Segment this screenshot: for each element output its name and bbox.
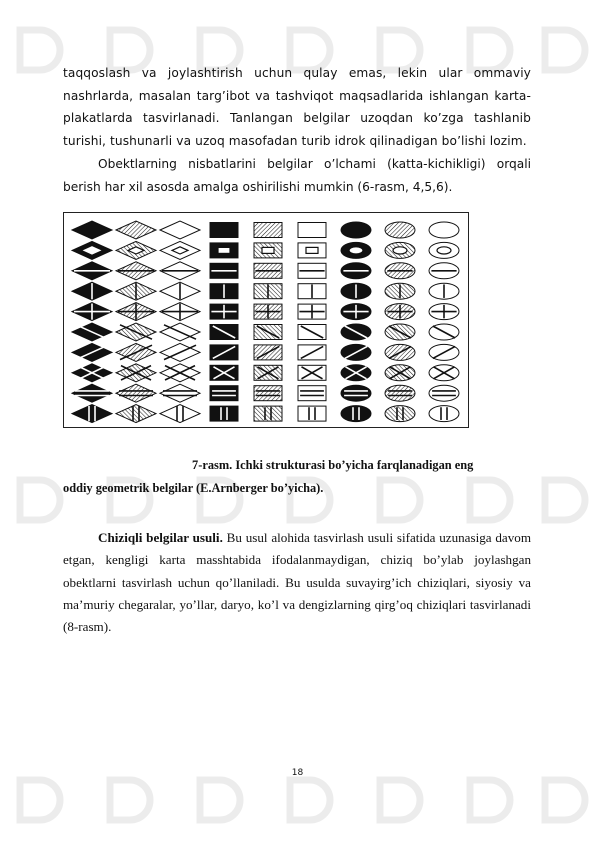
symbol-diamond-hatched-x [116,364,156,382]
symbol-diamond-solid-vbar [72,282,112,300]
paragraph-3-body: Bu usul alohida tasvirlash usuli sifatida uzunasiga davom etgan, kengligi karta masshtabida ifodalanmaydigan, chiziq bo’ylab joylashgan obektlarni tasvirlash uchun qo’llaniladi. Bu usulda suvayirg’ich chiziqlari, siyosiy va ma’muriy chegaralar, yo’llar, daryo, ko’l va dengizlarning qirg’oq chiziqlari tasvirlanadi (8-rasm). [63,530,531,635]
symbol-square-hatched-hbar [254,263,282,278]
symbol-circle-solid-diag-up [341,344,371,360]
symbol-circle-hatched-hbar [385,263,415,279]
symbol-square-solid-double-h [210,386,238,401]
symbol-square-hatched-vbar [254,284,282,299]
symbol-circle-outline-plain [429,222,459,238]
symbol-diamond-solid-cross [72,303,112,321]
symbol-square-solid-x [210,365,238,380]
symbol-diamond-hatched-inner [116,241,156,259]
symbol-circle-solid-diag-down [341,324,371,340]
figure-caption-line-1: 7-rasm. Ichki strukturasi bo’yicha farqlanadigan eng [192,458,474,472]
paragraph-2: Obektlarning nisbatlarini belgilar o’lchami (katta-kichikligi) orqali berish har xil asosda amalga oshirilishi mumkin (6-rasm, 4,5,6). [63,156,531,194]
symbol-circle-outline-double-v [429,406,459,422]
geometric-symbols-grid [64,213,468,427]
symbol-circle-hatched-plain [385,222,415,238]
symbol-circle-solid-inner [341,242,371,258]
symbol-diamond-hatched-diag-down [116,323,156,341]
symbol-diamond-hatched-double-v [116,405,156,423]
symbol-diamond-outline-cross [160,303,200,321]
symbol-diamond-solid-double-v [72,405,112,423]
paragraph-3 [63,527,531,638]
symbol-square-solid-double-v [210,406,238,421]
symbol-square-hatched-double-h [254,386,282,401]
symbol-circle-solid-double-h [341,385,371,401]
symbol-square-solid-diag-down [210,325,238,340]
symbol-square-hatched-diag-down [254,325,282,340]
symbol-diamond-hatched-plain [116,221,156,239]
symbol-diamond-hatched-double-h [116,384,156,402]
symbol-diamond-outline-hbar [160,262,200,280]
symbol-square-hatched-x [254,365,282,380]
symbol-diamond-solid-double-h [72,384,112,402]
symbol-diamond-outline-double-h [160,384,200,402]
symbol-square-hatched-cross [254,304,282,319]
symbol-diamond-solid-diag-up [72,343,112,361]
page-number: 18 [291,768,304,778]
symbol-square-solid-cross [210,304,238,319]
symbol-circle-outline-diag-down [429,324,459,340]
symbol-circle-hatched-double-h [385,385,415,401]
document-body [63,62,531,198]
symbol-square-hatched-plain [254,223,282,238]
symbol-diamond-outline-double-v [160,405,200,423]
symbol-diamond-solid-inner [72,241,112,259]
symbol-square-outline-diag-up [298,345,326,360]
symbol-square-solid-inner [210,243,238,258]
symbol-square-solid-hbar [210,263,238,278]
symbol-square-outline-double-h [298,386,326,401]
symbol-circle-outline-cross [429,304,459,320]
symbol-square-outline-double-v [298,406,326,421]
symbol-square-outline-hbar [298,263,326,278]
symbol-circle-solid-vbar [341,283,371,299]
symbol-diamond-outline-diag-up [160,343,200,361]
symbol-square-outline-cross [298,304,326,319]
symbol-diamond-solid-hbar [72,262,112,280]
section-lead: Chiziqli belgilar usuli. [98,530,223,545]
symbol-square-outline-plain [298,223,326,238]
symbol-diamond-hatched-hbar [116,262,156,280]
symbol-diamond-outline-plain [160,221,200,239]
symbol-circle-solid-x [341,365,371,381]
symbol-circle-solid-hbar [341,263,371,279]
symbol-circle-outline-hbar [429,263,459,279]
symbol-square-hatched-diag-up [254,345,282,360]
symbol-circle-hatched-diag-up [385,344,415,360]
symbol-circle-solid-plain [341,222,371,238]
symbol-square-outline-diag-down [298,325,326,340]
symbol-diamond-outline-diag-down [160,323,200,341]
symbol-circle-hatched-inner [385,242,415,258]
paragraph-1: taqqoslash va joylashtirish uchun qulay emas, lekin ular ommaviy nashrlarda, masalan targ’ibot va tashviqot maqsadlarida ishlangan karta-plakatlarda tasvirlanadi. Tanlangan belgilar uzoqdan ko’zga tashlanib turishi, tushunarli va uzoq masofadan turib idrok qilinadigan bo’lishi lozim. [63,66,531,149]
symbol-diamond-hatched-diag-up [116,343,156,361]
symbol-square-solid-diag-up [210,345,238,360]
symbol-square-solid-plain [210,223,238,238]
symbol-diamond-solid-plain [72,221,112,239]
symbol-circle-hatched-cross [385,304,415,320]
symbol-square-hatched-inner [254,243,282,258]
symbol-diamond-outline-inner [160,241,200,259]
symbol-square-solid-vbar [210,284,238,299]
symbol-circle-solid-double-v [341,406,371,422]
symbol-circle-outline-double-h [429,385,459,401]
symbol-square-outline-vbar [298,284,326,299]
symbol-circle-outline-inner [429,242,459,258]
symbol-diamond-outline-vbar [160,282,200,300]
symbol-diamond-solid-x [72,364,112,382]
symbol-circle-hatched-vbar [385,283,415,299]
symbol-circle-hatched-double-v [385,406,415,422]
symbol-diamond-hatched-vbar [116,282,156,300]
figure-caption-line-2: oddiy geometrik belgilar (E.Arnberger bo’yicha). [63,481,324,495]
symbol-square-outline-inner [298,243,326,258]
symbol-square-outline-x [298,365,326,380]
figure-7-symbol-table [63,212,469,428]
symbol-circle-hatched-diag-down [385,324,415,340]
symbol-diamond-outline-x [160,364,200,382]
symbol-circle-outline-vbar [429,283,459,299]
symbol-square-hatched-double-v [254,406,282,421]
symbol-diamond-hatched-cross [116,303,156,321]
symbol-circle-outline-diag-up [429,344,459,360]
symbol-circle-hatched-x [385,365,415,381]
symbol-circle-solid-cross [341,304,371,320]
symbol-diamond-solid-diag-down [72,323,112,341]
symbol-circle-outline-x [429,365,459,381]
